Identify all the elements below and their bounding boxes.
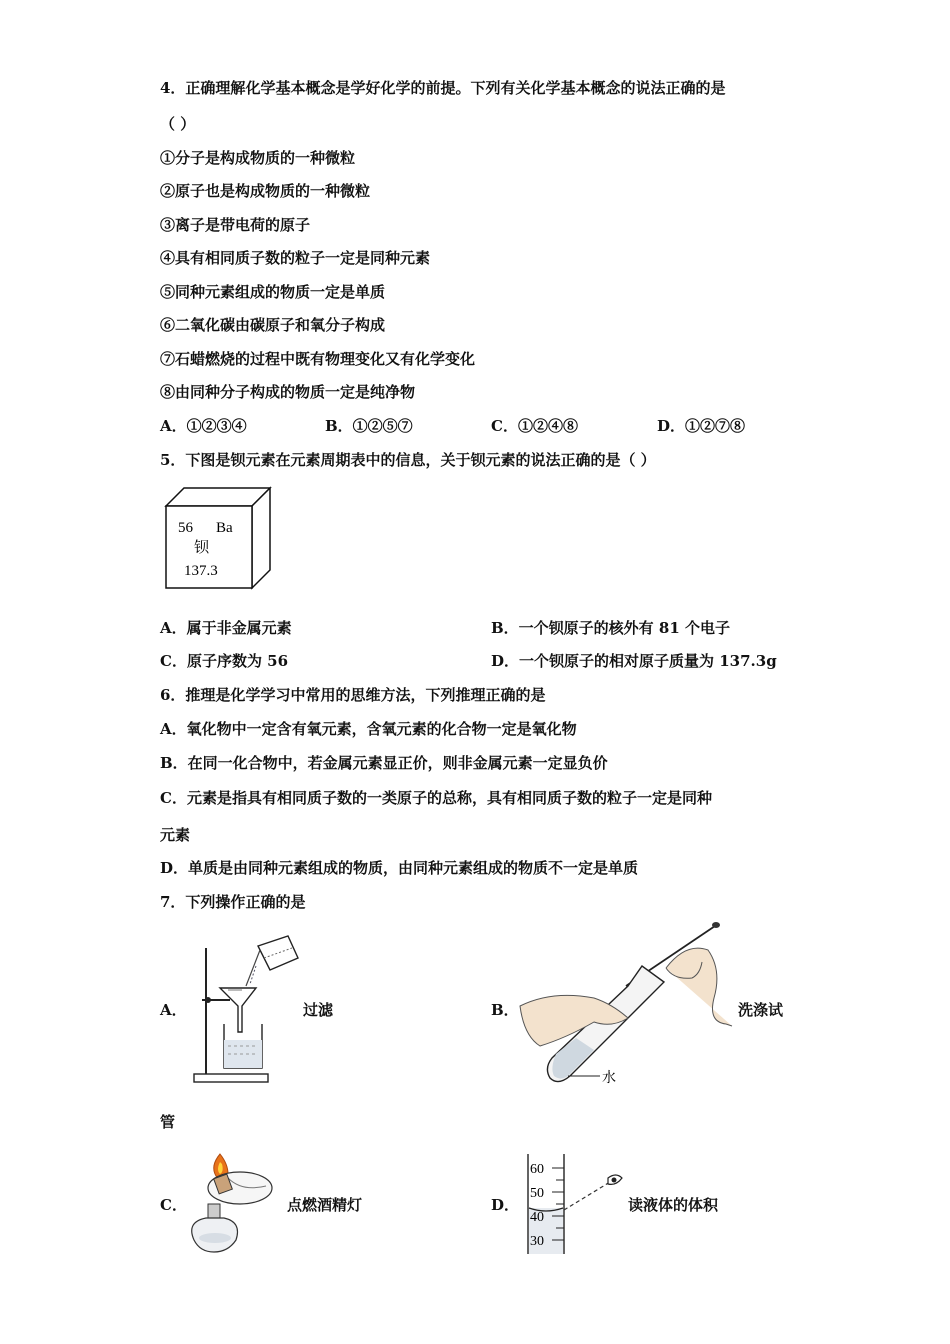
q7-option-d-letter: D． xyxy=(491,1196,520,1214)
q7-option-b-caption-continued: 管 xyxy=(160,1113,176,1131)
q4-statement-1: ①分子是构成物质的一种微粒 xyxy=(160,149,356,167)
q7-option-c-caption: 点燃酒精灯 xyxy=(287,1196,363,1214)
q4-statement-4: ④具有相同质子数的粒子一定是同种元素 xyxy=(160,249,431,267)
q4-statement-2: ②原子也是构成物质的一种微粒 xyxy=(160,182,371,200)
q4-option-c: C．①②④⑧ xyxy=(491,417,578,435)
q6-stem: 6．推理是化学学习中常用的思维方法，下列推理正确的是 xyxy=(160,686,546,704)
q4-statement-7: ⑦石蜡燃烧的过程中既有物理变化又有化学变化 xyxy=(160,350,476,368)
q7-option-a-letter: A． xyxy=(160,1001,187,1019)
scale-label-30: 30 xyxy=(530,1234,544,1249)
q7-stem: 7．下列操作正确的是 xyxy=(160,893,306,911)
q4-answer-bracket: （ ） xyxy=(160,115,196,133)
q4-statement-8: ⑧由同种分子构成的物质一定是纯净物 xyxy=(160,383,416,401)
q6-option-a: A．氧化物中一定含有氧元素，含氧元素的化合物一定是氧化物 xyxy=(160,720,577,738)
graduated-cylinder-figure xyxy=(520,1152,626,1256)
water-label: 水 xyxy=(602,1071,616,1086)
q5-option-c: C．原子序数为 56 xyxy=(160,652,289,670)
q4-statement-5: ⑤同种元素组成的物质一定是单质 xyxy=(160,283,386,301)
scale-label-60: 60 xyxy=(530,1162,544,1177)
q7-option-d-caption: 读液体的体积 xyxy=(628,1196,719,1214)
q4-statement-3: ③离子是带电荷的原子 xyxy=(160,216,311,234)
scale-label-50: 50 xyxy=(530,1186,544,1201)
test-tube-washing-figure xyxy=(516,918,734,1088)
q4-option-b: B．①②⑤⑦ xyxy=(325,417,413,435)
scale-label-40: 40 xyxy=(530,1210,544,1225)
q5-stem: 5．下图是钡元素在元素周期表中的信息，关于钡元素的说法正确的是（ ） xyxy=(160,451,656,469)
q4-stem: 4．正确理解化学基本概念是学好化学的前提。下列有关化学基本概念的说法正确的是 xyxy=(160,79,726,97)
alcohol-lamp-figure xyxy=(182,1152,282,1256)
q7-option-b-caption: 洗涤试 xyxy=(738,1001,784,1019)
q7-option-b-letter: B． xyxy=(491,1001,519,1019)
q7-option-a-caption: 过滤 xyxy=(303,1001,334,1019)
q6-option-d: D．单质是由同种元素组成的物质，由同种元素组成的物质不一定是单质 xyxy=(160,859,639,877)
element-atomic-mass: 137.3 xyxy=(184,563,218,579)
filtration-apparatus-figure xyxy=(188,928,300,1086)
q6-option-c-continued: 元素 xyxy=(160,826,191,844)
q5-option-d: D．一个钡原子的相对原子质量为 137.3g xyxy=(491,652,777,670)
q4-statement-6: ⑥二氧化碳由碳原子和氧分子构成 xyxy=(160,316,386,334)
q5-option-a: A．属于非金属元素 xyxy=(160,619,292,637)
q4-option-d: D．①②⑦⑧ xyxy=(657,417,746,435)
q4-option-a: A．①②③④ xyxy=(160,417,247,435)
element-atomic-number: 56 xyxy=(178,520,193,536)
barium-element-card xyxy=(162,484,274,590)
q6-option-b: B．在同一化合物中，若金属元素显正价，则非金属元素一定显负价 xyxy=(160,754,608,772)
q6-option-c: C．元素是指具有相同质子数的一类原子的总称，具有相同质子数的粒子一定是同种 xyxy=(160,789,712,807)
element-symbol: Ba xyxy=(216,520,233,536)
element-name: 钡 xyxy=(194,540,210,556)
q5-option-b: B．一个钡原子的核外有 81 个电子 xyxy=(491,619,730,637)
q7-option-c-letter: C． xyxy=(160,1196,187,1214)
